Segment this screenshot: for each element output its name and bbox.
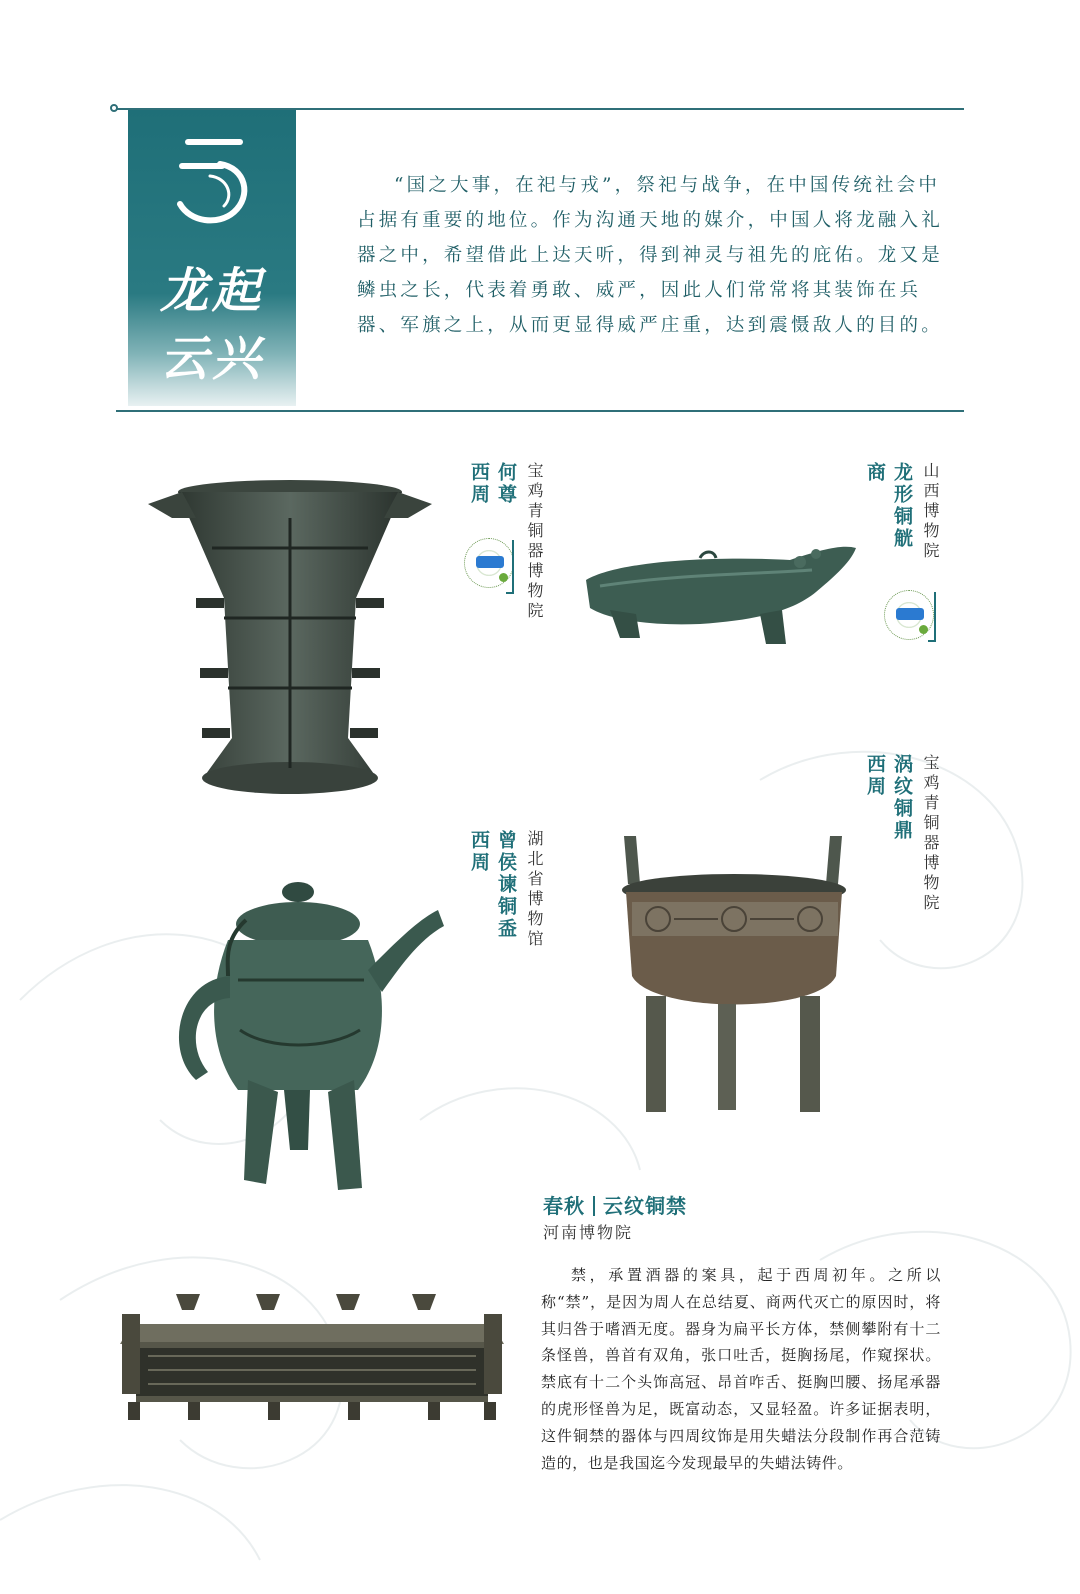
title-separator [593,1196,595,1216]
artifact-2-museum: 山西博物院 [921,462,940,562]
feature-description: 禁，承置酒器的案具，起于西周初年。之所以称“禁”，是因为周人在总结夏、商两代灭亡的原因时，将其归咎于嗜酒无度。器身为扁平长方体，禁侧攀附有十二条怪兽，兽首有双角，张口吐舌，挺胸扬尾，作窥探状。禁底有十二个头饰高冠、昂首咋舌、挺胸凹腰、扬尾承器的虎形怪兽为足，既富动态，又显轻盈。许多证据表明，这件铜禁的器体与四周纹饰是用失蜡法分段制作再合范铸造的，也是我国迄今发现最早的失蜡法铸件。 [541,1266,941,1472]
feature-title [543,1190,687,1219]
artifact-image-jin [118,1284,506,1424]
artifact-image-zun [142,478,438,800]
artifact-image-he [168,880,448,1196]
artifact-2-name: 龙形铜觥 [891,462,913,550]
artifact-4-museum: 湖北省博物馆 [525,830,544,950]
feature-name: 云纹铜禁 [603,1194,687,1218]
artifact-4-dynasty: 西周 [468,830,490,874]
header-bottom-rule [116,410,964,412]
artifact-4-name: 曾侯谏铜盉 [495,830,517,940]
qr-bracket [506,540,514,594]
artifact-3-museum: 宝鸡青铜器博物院 [921,754,940,914]
artifact-image-gong [580,540,860,650]
artifact-1-museum: 宝鸡青铜器博物院 [525,462,544,622]
artifact-2-dynasty: 商 [864,462,886,484]
artifact-image-ding [618,836,852,1116]
artifact-1-dynasty: 西周 [468,462,490,506]
artifact-1-name: 何尊 [495,462,517,506]
qr-bracket [928,592,936,642]
intro-paragraph: “国之大事，在祀与戎”，祭祀与战争，在中国传统社会中占据有重要的地位。作为沟通天地的媒介，中国人将龙融入礼器之中，希望借此上达天听，得到神灵与祖先的庇佑。龙又是鳞虫之长，代表着勇敢、威严，因此人们常常将其装饰在兵器、军旗之上，从而更显得威严庄重，达到震慑敌人的目的。 [357,175,943,336]
chapter-title-line2: 云兴 [159,331,264,387]
header-rule-dot [110,104,118,112]
chapter-number-five-icon [170,132,254,228]
artifact-3-dynasty: 西周 [864,754,886,798]
artifact-2-qr-code[interactable] [884,590,934,640]
feature-dynasty: 春秋 [543,1194,585,1218]
artifact-3-name: 涡纹铜鼎 [891,754,913,842]
feature-museum: 河南博物院 [543,1223,634,1242]
chapter-title-block [128,110,296,406]
chapter-title-line1: 龙起 [159,263,264,319]
